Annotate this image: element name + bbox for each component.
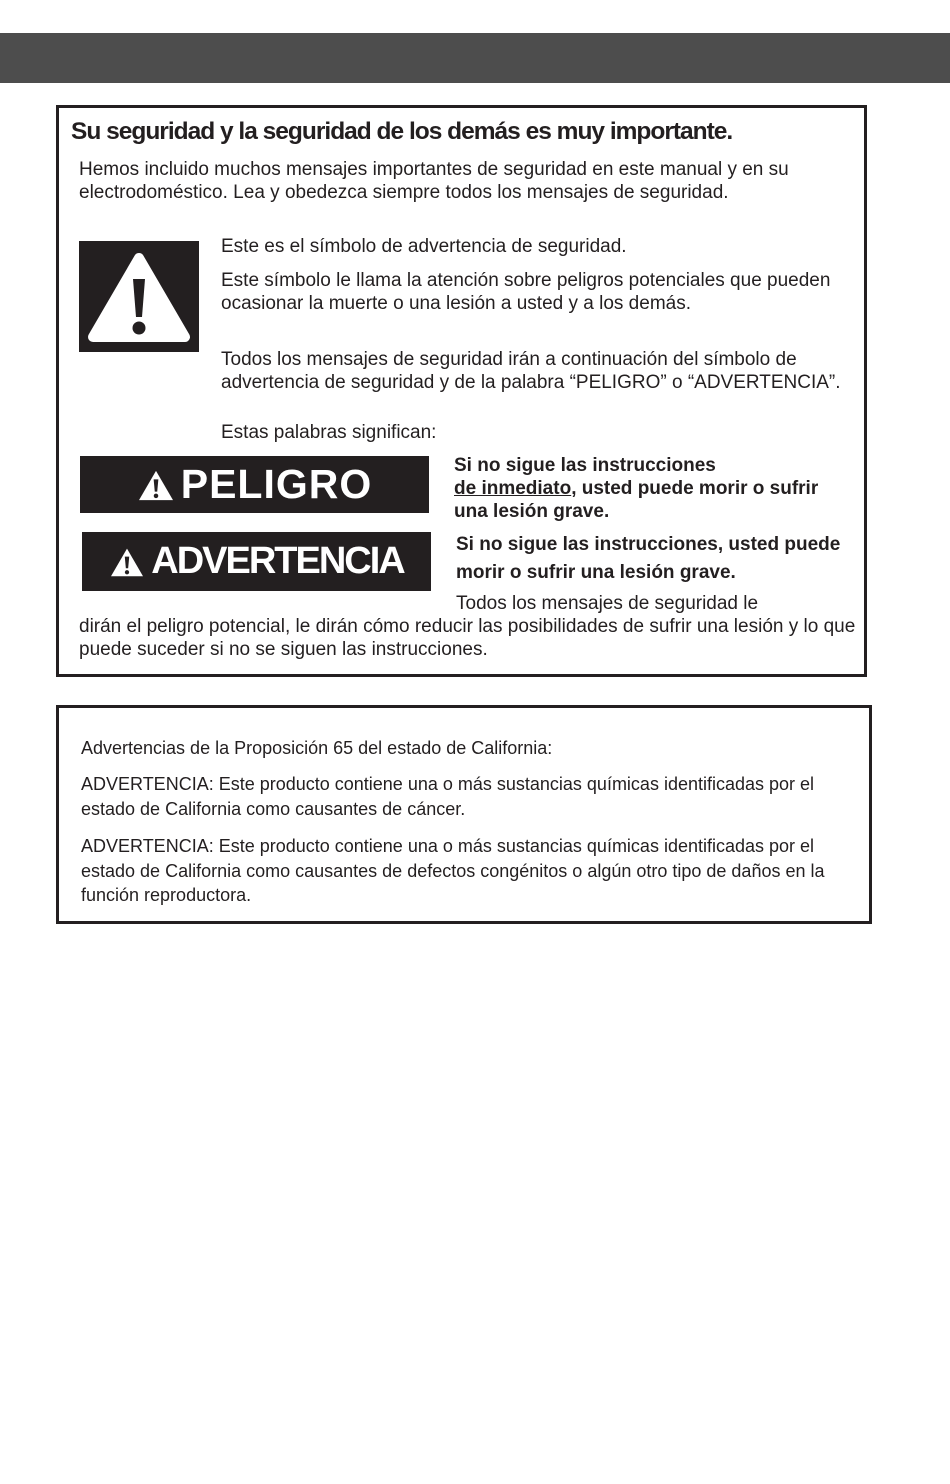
safety-notice-box (56, 105, 867, 677)
safety-alert-triangle-icon (79, 241, 199, 352)
prop65-reproductive-warning: ADVERTENCIA: Este producto contiene una o más sustancias químicas identificadas por el estado de California como causantes de defectos congénitos o algún otro tipo de daños en la función reproductora. (81, 836, 825, 905)
danger-label: PELIGRO (180, 461, 373, 507)
closing-text-rest: dirán el peligro potencial, le dirán cómo reducir las posibilidades de sufrir una lesión y lo que puede suceder si no se siguen las instrucciones. (79, 616, 856, 660)
danger-desc-start: Si no sigue las instrucciones (454, 455, 716, 476)
symbol-text-2: Este símbolo le llama la atención sobre peligros potenciales que pueden ocasionar la muerte o una lesión a usted y a los demás. (221, 270, 831, 314)
prop65-cancer-warning: ADVERTENCIA: Este producto contiene una o más sustancias químicas identificadas por el estado de California como causantes de cáncer. (81, 774, 815, 819)
header-band (0, 33, 950, 83)
danger-desc-end: , usted puede morir o sufrir una lesión grave. (454, 478, 819, 522)
closing-text-start: Todos los mensajes de seguridad le (456, 593, 759, 614)
warning-banner (82, 532, 431, 591)
symbol-text-1: Este es el símbolo de advertencia de seguridad. (221, 236, 627, 257)
warning-description: Si no sigue las instrucciones, usted puede morir o sufrir una lesión grave. (456, 534, 841, 583)
danger-banner (80, 456, 429, 513)
symbol-text-4: Estas palabras significan: (221, 422, 437, 443)
danger-description (454, 454, 844, 523)
warning-label: ADVERTENCIA (151, 540, 404, 582)
safety-title: Su seguridad y la seguridad de los demás es muy importante. (71, 118, 733, 145)
danger-desc-underlined: de inmediato (454, 478, 572, 499)
symbol-text-3: Todos los mensajes de seguridad irán a continuación del símbolo de advertencia de seguridad y de la palabra “PELIGRO” o “ADVERTENCIA”. (221, 349, 841, 393)
prop65-heading: Advertencias de la Proposición 65 del estado de California: (81, 738, 553, 758)
safety-intro: Hemos incluido muchos mensajes importantes de seguridad en este manual y en su electrodoméstico. Lea y obedezca siempre todos los mensajes de seguridad. (79, 159, 789, 203)
danger-alert-icon (137, 468, 175, 502)
prop65-box (56, 705, 872, 924)
warning-alert-icon (109, 546, 145, 578)
